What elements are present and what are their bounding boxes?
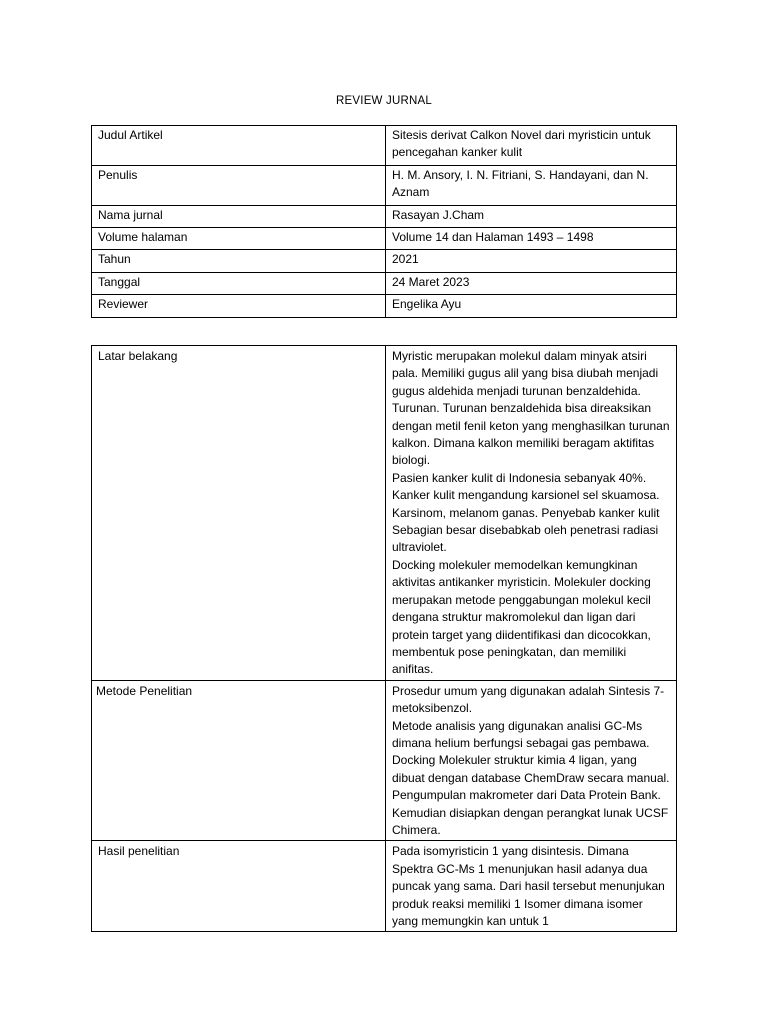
paragraph: Myristic merupakan molekul dalam minyak atsiri pala. Memiliki gugus alil yang bisa diubah menjadi gugus aldehida menjadi turunan benzaldehida. Turunan. Turunan benzaldehida bisa direaksikan dengan metil fenil keton yang menghasilkan turunan kalkon. Dimana kalkon memiliki beragam aktifitas biologi. <box>392 349 670 468</box>
paragraph: Pasien kanker kulit di Indonesia sebanyak 40%. Kanker kulit mengandung karsionel sel skuamosa. Karsinom, melanom ganas. Penyebab kanker kulit Sebagian besar disebabkab oleh penetrasi radiasi ultraviolet. <box>392 470 660 555</box>
paragraph: Metode analisis yang digunakan analisi GC-Ms dimana helium berfungsi sebagai gas pembawa. Docking Molekuler struktur kimia 4 ligan, yang dibuat dengan database ChemDraw secara manual. Pengumpulan makrometer dari Data Protein Bank. Kemudian disiapkan dengan perangkat lunak UCSF Chimera. <box>392 718 670 837</box>
table-row <box>92 250 677 272</box>
table-row <box>92 205 677 227</box>
row-value: Sitesis derivat Calkon Novel dari myristicin untuk pencegahan kanker kulit <box>386 126 677 166</box>
row-label: Penulis <box>92 165 386 205</box>
row-value: Rasayan J.Cham <box>386 205 677 227</box>
table-row <box>92 841 677 932</box>
paragraph: Docking molekuler memodelkan kemungkinan aktivitas antikanker myristicin. Molekuler docking merupakan metode penggabungan molekul kecil dengana struktur makromolekul dan ligan dari protein target yang diidentifikasi dan dicocokkan, membentuk pose peningkatan, dan memiliki anifitas. <box>392 557 651 677</box>
row-value: H. M. Ansory, I. N. Fitriani, S. Handayani, dan N. Aznam <box>386 165 677 205</box>
review-content-table <box>91 345 677 932</box>
row-value: 2021 <box>386 250 677 272</box>
paragraph: Prosedur umum yang digunakan adalah Sintesis 7-metoksibenzol. <box>392 683 665 716</box>
row-label: Volume halaman <box>92 228 386 250</box>
table-row <box>92 346 677 681</box>
table-row <box>92 165 677 205</box>
row-label: Nama jurnal <box>92 205 386 227</box>
row-value <box>386 841 677 932</box>
row-label: Latar belakang <box>92 346 386 681</box>
row-value: Engelika Ayu <box>386 295 677 317</box>
row-value: Volume 14 dan Halaman 1493 – 1498 <box>386 228 677 250</box>
row-label: Tanggal <box>92 272 386 294</box>
row-label: Hasil penelitian <box>92 841 386 932</box>
table-row <box>92 126 677 166</box>
row-value <box>386 346 677 681</box>
article-info-table <box>91 125 677 318</box>
table-row <box>92 295 677 317</box>
row-label: Tahun <box>92 250 386 272</box>
table-row <box>92 272 677 294</box>
row-label: Judul Artikel <box>92 126 386 166</box>
table-row <box>92 680 677 841</box>
row-label: Metode Penelitian <box>92 680 386 841</box>
row-value: 24 Maret 2023 <box>386 272 677 294</box>
table-row <box>92 228 677 250</box>
document-title: REVIEW JURNAL <box>336 95 432 107</box>
row-value <box>386 680 677 841</box>
row-label: Reviewer <box>92 295 386 317</box>
paragraph: Pada isomyristicin 1 yang disintesis. Dimana Spektra GC-Ms 1 menunjukan hasil adanya dua puncak yang sama. Dari hasil tersebut menunjukan produk reaksi memiliki 1 Isomer dimana isomer yang memungkin kan untuk 1 <box>392 844 665 928</box>
